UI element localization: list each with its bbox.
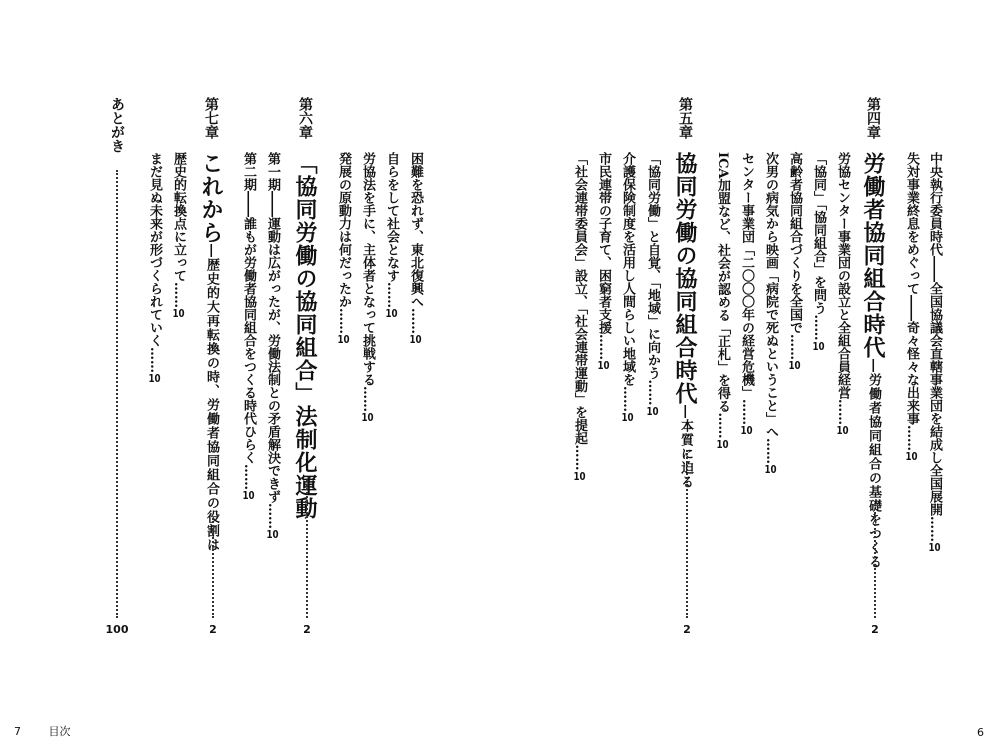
chapter-6-title-text: 「協同労働の協同組合」法制化運動 xyxy=(292,152,318,520)
toc-entry-page: 10 xyxy=(788,360,801,371)
toc-entry-text: 中央執行委員時代――全国協議会直轄事業団を結成し全国展開 xyxy=(927,152,942,516)
toc-entry-text: 次男の病気から映画「病院で死ぬということ」へ xyxy=(763,152,778,438)
toc-entry-page: 10 xyxy=(928,542,941,553)
chapter-4-page: 2 xyxy=(871,623,879,636)
chapter-6-page: 2 xyxy=(303,623,311,636)
toc-entry-text: 「協同労働」と自覚、「地域」に向かう xyxy=(645,152,660,380)
chapter-7-subtitle: ―歴史的大再転換の時、労働者協同組合の役割は xyxy=(204,244,219,552)
toc-entry-page: 10 xyxy=(597,360,610,371)
toc-entry[interactable]: 中央執行委員時代――全国協議会直轄事業団を結成し全国展開……10 xyxy=(927,152,942,553)
toc-entry[interactable]: 介護保険制度を活用し人間らしい地域を……10 xyxy=(620,152,635,423)
toc-entry[interactable]: 歴史的転換点に立って……10 xyxy=(171,152,186,319)
toc-entry-page: 10 xyxy=(905,451,918,462)
chapter-4-title-text: 労働者協同組合時代 xyxy=(860,152,886,359)
leader-dots xyxy=(874,512,876,618)
toc-entry[interactable]: 困難を恐れず、東北復興へ……10 xyxy=(408,152,423,345)
toc-entry-page: 10 xyxy=(361,412,374,423)
leader-dots xyxy=(116,170,118,618)
toc-entry-text: 労協センター事業団の設立と全組合員経営 xyxy=(835,152,850,399)
toc-entry-text: 自らをして社会となす xyxy=(384,152,399,282)
page-number-right: 6 xyxy=(977,726,984,739)
toc-entry-page: 10 xyxy=(740,425,753,436)
toc-entry-text: 失対事業終息をめぐって――奇々怪々な出来事 xyxy=(904,152,919,425)
toc-entry-page: 10 xyxy=(409,334,422,345)
toc-entry-page: 10 xyxy=(573,470,586,482)
toc-entry-page: 10 xyxy=(385,308,398,319)
toc-entry-text: センター事業団「二〇〇〇年の経営危機」 xyxy=(739,152,754,399)
toc-entry-text: 第一期――運動は広がったが、労働法制との矛盾解決できず xyxy=(265,152,280,503)
toc-entry-page: 10 xyxy=(242,490,255,501)
chapter-6-title[interactable] xyxy=(294,152,316,520)
toc-entry[interactable]: 第二期――誰もが労働者協同組合をつくる時代ひらく……10 xyxy=(241,152,256,501)
toc-entry[interactable]: 次男の病気から映画「病院で死ぬということ」へ……10 xyxy=(763,152,778,475)
toc-entry-text: 「社会連帯委員会」設立、「社会連帯運動」を提起 xyxy=(572,152,587,445)
chapter-7-label: 第七章 xyxy=(203,97,219,139)
toc-entry-text: 介護保険制度を活用し人間らしい地域を xyxy=(620,152,635,386)
toc-entry-page: 10 xyxy=(337,334,350,345)
toc-entry[interactable]: 「協同労働」と自覚、「地域」に向かう……10 xyxy=(645,152,660,417)
toc-entry-page: 10 xyxy=(172,308,185,319)
toc-entry-text: 「協同」「協同組合」を問う xyxy=(811,152,826,315)
page-number-left: 7 xyxy=(14,725,21,738)
toc-entry-page: 10 xyxy=(836,425,849,436)
toc-entry-text: 歴史的転換点に立って xyxy=(171,152,186,282)
chapter-5-title-text: 協同労働の協同組合時代 xyxy=(672,152,698,405)
toc-entry-text: 高齢者協同組合づくりを全国で xyxy=(787,152,802,334)
chapter-7-title[interactable] xyxy=(200,152,222,552)
running-title: 目次 xyxy=(48,725,71,738)
afterword-label[interactable]: あとがき xyxy=(109,97,125,153)
toc-entry[interactable]: 「協同」「協同組合」を問う……10 xyxy=(811,152,826,352)
toc-entry-page: 10 xyxy=(812,340,825,352)
leader-dots xyxy=(212,518,214,618)
chapter-5-title[interactable] xyxy=(674,152,696,489)
chapter-7-title-text: これから xyxy=(198,152,224,244)
toc-entry[interactable]: センター事業団「二〇〇〇年の経営危機」……10 xyxy=(739,152,754,436)
toc-entry-page: 10 xyxy=(148,373,161,384)
toc-entry[interactable]: まだ見ぬ未来が形づくられていく……10 xyxy=(147,152,162,384)
toc-entry-page: 10 xyxy=(716,438,729,450)
toc-entry-text: 発展の原動力は何だったか xyxy=(336,152,351,308)
afterword-page: 100 xyxy=(105,623,129,636)
chapter-5-page: 2 xyxy=(683,623,691,636)
toc-entry[interactable]: 労協センター事業団の設立と全組合員経営……10 xyxy=(835,152,850,436)
toc-entry[interactable]: ICA加盟など、社会が認める「正札」を得る……10 xyxy=(715,152,730,450)
toc-entry[interactable]: 第一期――運動は広がったが、労働法制との矛盾解決できず……10 xyxy=(265,152,280,540)
chapter-5-subtitle: ―本質に迫る xyxy=(678,405,693,489)
toc-entry[interactable]: 発展の原動力は何だったか……10 xyxy=(336,152,351,345)
footer-left xyxy=(14,723,71,739)
chapter-7-page: 2 xyxy=(209,623,217,636)
toc-entry-page: 10 xyxy=(764,464,777,475)
toc-entry-text: 労協法を手に、主体者となって挑戦する xyxy=(360,152,375,386)
toc-entry-text: 第二期――誰もが労働者協同組合をつくる時代ひらく xyxy=(241,152,256,464)
toc-entry-page: 10 xyxy=(621,412,634,423)
chapter-6-label: 第六章 xyxy=(297,97,313,139)
leader-dots xyxy=(686,450,688,618)
toc-entry[interactable]: 失対事業終息をめぐって――奇々怪々な出来事……10 xyxy=(904,152,919,462)
toc-entry[interactable]: 労協法を手に、主体者となって挑戦する……10 xyxy=(360,152,375,423)
chapter-4-label: 第四章 xyxy=(865,97,881,139)
toc-entry-text: まだ見ぬ未来が形づくられていく xyxy=(147,152,162,347)
toc-entry-text: ICA加盟など、社会が認める「正札」を得る xyxy=(715,152,730,413)
toc-entry-text: 困難を恐れず、東北復興へ xyxy=(408,152,423,308)
toc-entry[interactable]: 市民連帯の子育て、困窮者支援……10 xyxy=(596,152,611,371)
toc-entry[interactable]: 「社会連帯委員会」設立、「社会連帯運動」を提起……10 xyxy=(572,152,587,482)
toc-entry-page: 10 xyxy=(266,529,279,540)
chapter-5-label: 第五章 xyxy=(677,97,693,139)
toc-entry[interactable]: 高齢者協同組合づくりを全国で……10 xyxy=(787,152,802,371)
chapter-4-title[interactable] xyxy=(862,152,884,569)
chapter-4-subtitle: ―労働者協同組合の基礎をつくる xyxy=(866,359,881,569)
leader-dots xyxy=(306,480,308,618)
toc-entry-page: 10 xyxy=(646,405,659,417)
toc-entry[interactable]: 自らをして社会となす……10 xyxy=(384,152,399,319)
toc-entry-text: 市民連帯の子育て、困窮者支援 xyxy=(596,152,611,334)
